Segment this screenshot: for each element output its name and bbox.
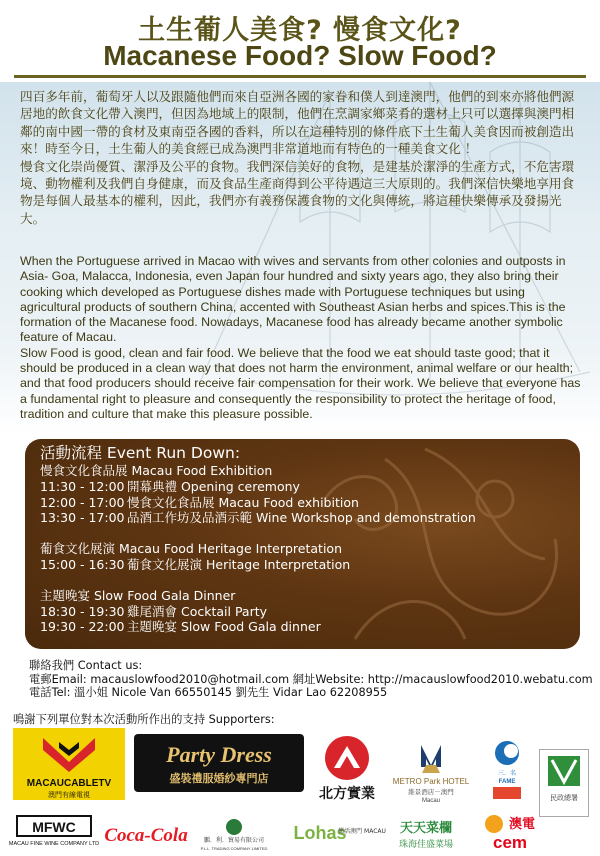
event-row — [40, 619, 476, 635]
contact-heading: 聯絡我們 Contact us: — [29, 659, 143, 672]
intro-english — [20, 254, 585, 422]
intro-en-paragraph: When the Portuguese arrived in Macao with wives and servants from other colonies and outposts in Asia- Goa, Malacca, Indonesia, even Japan four hundred and sixty years ago, they also bring their cooking which developed as Portuguese dishes made with Portuguese techniques but using agricultural products of southern China, accented with Southeast Asian herbs and spices.This is the formation of the Macanese food. Nowadays, Macanese food has already became another symbolic feature of Macau. — [20, 254, 566, 345]
title-english: Macanese Food? Slow Food? — [103, 40, 497, 71]
event-desc: 葡食文化展演 Heritage Interpretation — [127, 556, 351, 572]
tian-tian-market-logo — [388, 817, 464, 852]
intro-zh-paragraph: 四百多年前，葡萄牙人以及跟隨他們而來自亞洲各國的家眷和僕人到達澳門，他們的到來亦將他們源居地的飲食文化帶入澳門，但因為地域上的限制，他們在烹調家鄉菜肴的選材上只可以選擇與澳門相鄰的南中國一帶的食材及東南亞各國的香料，所以在這種特別的條件底下土生葡人美食因而被創造出來！時至今日，土生葡人的美食經已成為澳門非常道地而有特色的一種美食文化 ！ — [20, 89, 575, 157]
intro-en-paragraph: Slow Food is good, clean and fair food. We believe that the food we eat should taste good; that it should be produced in a clean way that does not harm the environment, animal welfare or our health; and that food producers should receive fair compensation for their work. We believe that everyone has a fundamental right to pleasure and consequently the responsibility to protect the heritage of food, tradition and culture that make this pleasure possible. — [20, 345, 581, 421]
event-desc: 開幕典禮 Opening ceremony — [127, 478, 300, 494]
intro-chinese — [20, 88, 582, 227]
contact-block — [29, 659, 593, 700]
beifang-logo — [314, 732, 380, 804]
mfwc-name: MFWC — [32, 819, 76, 835]
event-time: 11:30 - 12:00 — [40, 478, 125, 494]
title-divider — [14, 75, 586, 78]
mfwc-sub: MACAU FINE WINE COMPANY LTD — [8, 841, 100, 847]
party-zh: 盛裝禮服婚紗專門店 — [169, 772, 269, 785]
contact-email-line: 電郵Email: macauslowfood2010@hotmail.com 網址Website: http://macauslowfood2010.webatu.com — [29, 672, 593, 686]
fame-logo — [481, 737, 533, 801]
event-group-title: 葡食文化展演 Macau Food Heritage Interpretation — [40, 541, 342, 557]
intro-zh-paragraph: 慢食文化崇尚優質、潔淨及公平的食物。我們深信美好的食物，是建基於潔淨的生產方式，不危害環境、動物權利及我們自身健康，而及食品生產商得到公平待遇這三大原則的。我們深信快樂地享用食物是每個人最基本的權利，因此，我們亦有義務保護食物的文化與傳統，將這種快樂傳承及發揚光大。 — [20, 158, 575, 226]
cem-zh: 澳電 — [508, 817, 536, 832]
kpark-zh: 民政總署 — [550, 794, 578, 802]
event-time: 13:30 - 17:00 — [40, 510, 125, 526]
event-row — [40, 479, 476, 495]
cable-zh: 澳門有線電視 — [48, 791, 90, 799]
event-desc: 雞尾酒會 Cocktail Party — [127, 603, 268, 619]
contact-phone-line: 電話Tel: 溫小姐 Nicole Van 66550145 劉先生 Vidar Lao 62208955 — [29, 686, 388, 700]
metro-name: METRO Park HOTEL — [392, 777, 470, 786]
coca-cola-logo — [106, 817, 186, 852]
macau-cable-tv-logo — [13, 728, 125, 800]
cable-name: MACAUCABLETV — [26, 778, 112, 789]
event-desc: 主題晚宴 Slow Food Gala dinner — [127, 619, 321, 635]
event-group-title: 主題晚宴 Slow Food Gala Dinner — [40, 587, 236, 603]
party-dress-logo — [134, 734, 304, 792]
event-desc: 慢食文化食品展 Macau Food exhibition — [127, 494, 359, 510]
cem-logo — [480, 808, 540, 852]
event-time: 12:00 - 17:00 — [40, 494, 125, 510]
beifang-zh: 北方實業 — [319, 786, 375, 802]
intro-panel — [0, 82, 600, 434]
fame-zh: 三．名 — [497, 770, 517, 777]
event-row — [40, 510, 476, 526]
tt-zh2: 珠海佳盛菜場 — [398, 840, 454, 850]
party-name: Party Dress — [166, 742, 272, 767]
lohas-macau-logo — [292, 817, 386, 852]
event-text — [40, 443, 476, 635]
pl-name: P.L.L. TRADING COMPANY LIMITED — [200, 846, 268, 851]
event-heading: 活動流程 Event Run Down: — [40, 444, 241, 462]
event-row — [40, 557, 476, 573]
metro-sub: Macau — [421, 798, 441, 804]
lohas-name: Lohas — [293, 823, 347, 843]
metro-park-hotel-logo — [392, 737, 470, 804]
lohas-zh: 樂活澳門 MACAU — [338, 828, 386, 835]
pl-zh: 鵬．利．貿易有限公司 — [203, 837, 265, 844]
event-rundown-panel — [25, 439, 580, 649]
cem-name: cem — [492, 833, 528, 852]
event-group-title: 慢食文化食品展 Macau Food Exhibition — [40, 463, 273, 478]
event-row — [40, 495, 476, 511]
supporters-heading: 鳴謝下列單位對本次活動所作出的支持 Supporters: — [13, 713, 275, 726]
event-time: 19:30 - 22:00 — [40, 619, 125, 635]
tt-zh1: 天天菜欄 — [399, 821, 453, 836]
event-row — [40, 604, 476, 620]
event-time: 15:00 - 16:30 — [40, 556, 125, 572]
metro-zh: 維景酒店－澳門 — [408, 788, 454, 796]
event-desc: 品酒工作坊及品酒示範 Wine Workshop and demonstration — [127, 510, 476, 526]
pl-trading-logo — [196, 817, 272, 852]
fame-name: FAME — [498, 779, 516, 785]
macau-fine-wine-logo — [8, 815, 100, 852]
coke-name: Coca-Cola — [104, 825, 188, 846]
event-time: 18:30 - 19:30 — [40, 603, 125, 619]
title-chinese: 土生葡人美食? 慢食文化? — [138, 15, 462, 46]
municipal-affairs-logo — [539, 749, 589, 817]
